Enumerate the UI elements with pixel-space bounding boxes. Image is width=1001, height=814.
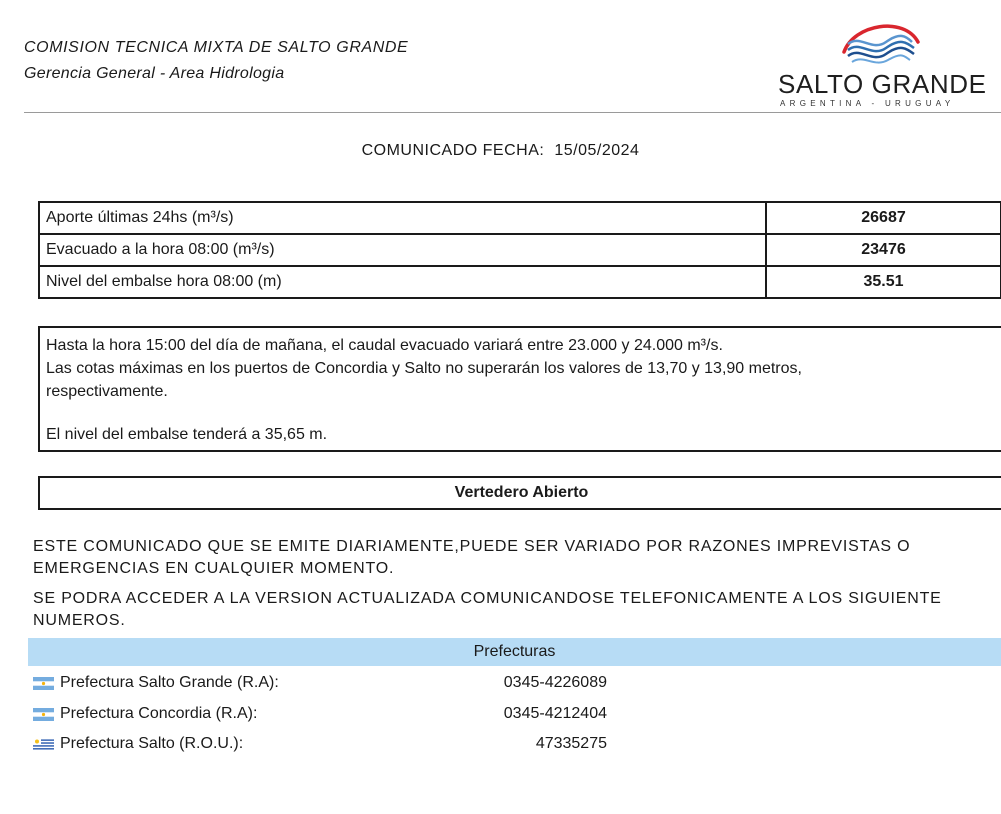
metric-value: 35.51 xyxy=(766,266,1001,298)
forecast-ports-text-cont: respectivamente. xyxy=(46,383,168,400)
metric-label: Nivel del embalse hora 08:00 (m) xyxy=(39,266,766,298)
logo-subtitle: ARGENTINA - URUGUAY xyxy=(780,99,955,108)
communique-date: 15/05/2024 xyxy=(554,142,640,159)
argentina-flag-icon xyxy=(33,708,54,721)
forecast-ports-text: Las cotas máximas en los puertos de Concordia y Salto no superarán los valores de 13,70 y 13,90 metros, xyxy=(46,360,802,377)
header-divider xyxy=(24,112,1001,113)
prefectura-name: Prefectura Salto (R.O.U.): xyxy=(60,735,244,752)
hydrology-metrics-table xyxy=(38,201,1001,299)
prefectura-name: Prefectura Concordia (R.A): xyxy=(60,705,258,722)
uruguay-flag-icon xyxy=(33,738,54,751)
metric-value: 23476 xyxy=(766,234,1001,266)
salto-grande-logo xyxy=(770,18,995,112)
prefectura-phone: 47335275 xyxy=(535,735,607,752)
metric-label: Evacuado a la hora 08:00 (m³/s) xyxy=(39,234,766,266)
table-row xyxy=(39,266,1001,298)
forecast-box xyxy=(38,326,1001,452)
communique-label: COMUNICADO FECHA: xyxy=(361,142,545,159)
prefectura-name: Prefectura Salto Grande (R.A): xyxy=(60,674,279,691)
communique-date-line xyxy=(0,140,1001,162)
list-item xyxy=(33,732,653,756)
department-name: Gerencia General - Area Hidrologia xyxy=(24,65,285,82)
list-item xyxy=(33,702,653,726)
list-item xyxy=(33,671,653,695)
prefectura-phone: 0345-4226089 xyxy=(503,674,607,691)
metric-label: Aporte últimas 24hs (m³/s) xyxy=(39,202,766,234)
prefecturas-heading: Prefecturas xyxy=(28,638,1001,666)
table-row xyxy=(39,234,1001,266)
forecast-reservoir-text: El nivel del embalse tenderá a 35,65 m. xyxy=(46,426,328,443)
table-row xyxy=(39,202,1001,234)
organization-name: COMISION TECNICA MIXTA DE SALTO GRANDE xyxy=(24,39,409,56)
argentina-flag-icon xyxy=(33,677,54,690)
forecast-flow-text: Hasta la hora 15:00 del día de mañana, el caudal evacuado variará entre 23.000 y 24.000 m³/s. xyxy=(46,337,723,354)
disclaimer-notice: ESTE COMUNICADO QUE SE EMITE DIARIAMENTE,PUEDE SER VARIADO POR RAZONES IMPREVISTAS O EMERGENCIAS EN CUALQUIER MOMENTO. xyxy=(33,538,911,577)
metric-value: 26687 xyxy=(766,202,1001,234)
prefectura-phone: 0345-4212404 xyxy=(503,705,607,722)
logo-wordmark: SALTO GRANDE xyxy=(778,69,987,99)
salto-grande-logo-mark-icon xyxy=(838,18,922,70)
contact-notice: SE PODRA ACCEDER A LA VERSION ACTUALIZADA COMUNICANDOSE TELEFONICAMENTE A LOS SIGUIENTE NUMEROS. xyxy=(33,590,942,629)
spillway-status: Vertedero Abierto xyxy=(38,476,1001,510)
